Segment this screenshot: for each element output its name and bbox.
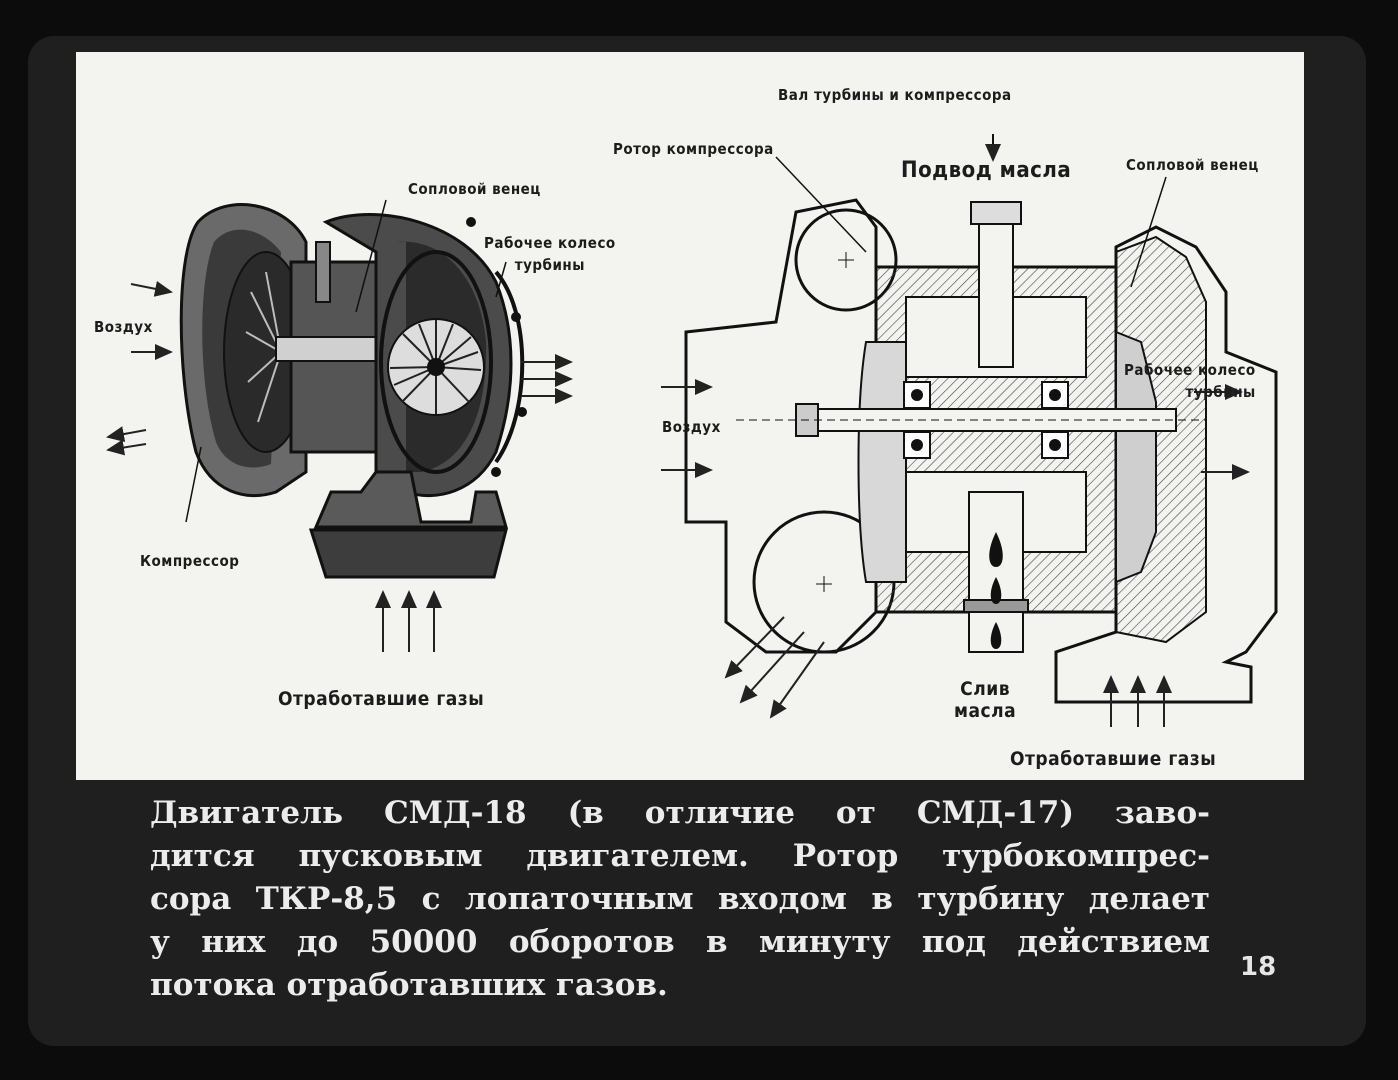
label-turbine-wheel-right: Рабочее колесо турбины [1124, 361, 1256, 401]
label-turbine-wheel-left: Рабочее колесо турбины [484, 234, 616, 274]
caption-line: сора ТКР-8,5 с лопаточным входом в турбину делает [150, 881, 1210, 917]
slide-caption [150, 792, 1210, 1007]
label-nozzle-ring-right: Сопловой венец [1126, 156, 1259, 174]
turbocharger-section [661, 134, 1276, 727]
label-compressor: Компрессор [140, 552, 240, 570]
label-nozzle-ring-left: Сопловой венец [408, 180, 541, 198]
label-oil-supply: Подвод масла [901, 158, 1072, 183]
caption-line: Двигатель СМД-18 (в отличие от СМД-17) заво- [150, 795, 1210, 831]
label-shaft: Вал турбины и компрессора [778, 86, 1012, 104]
label-oil-drain: Слив масла [954, 678, 1017, 722]
label-exhaust-right: Отработавшие газы [1010, 748, 1217, 770]
caption-line: у них до 50000 оборотов в минуту под действием [150, 924, 1210, 960]
caption-line: дится пусковым двигателем. Ротор турбокомпрес- [150, 838, 1210, 874]
caption-line: потока отработавших газов. [150, 967, 668, 1003]
turbocharger-drawings [76, 52, 1304, 780]
label-air-left: Воздух [94, 318, 153, 336]
label-air-right: Воздух [662, 418, 721, 436]
label-exhaust-left: Отработавшие газы [278, 688, 485, 710]
page-number: 18 [1240, 952, 1277, 982]
diagram-panel [76, 52, 1304, 780]
label-compressor-rotor: Ротор компрессора [613, 140, 774, 158]
